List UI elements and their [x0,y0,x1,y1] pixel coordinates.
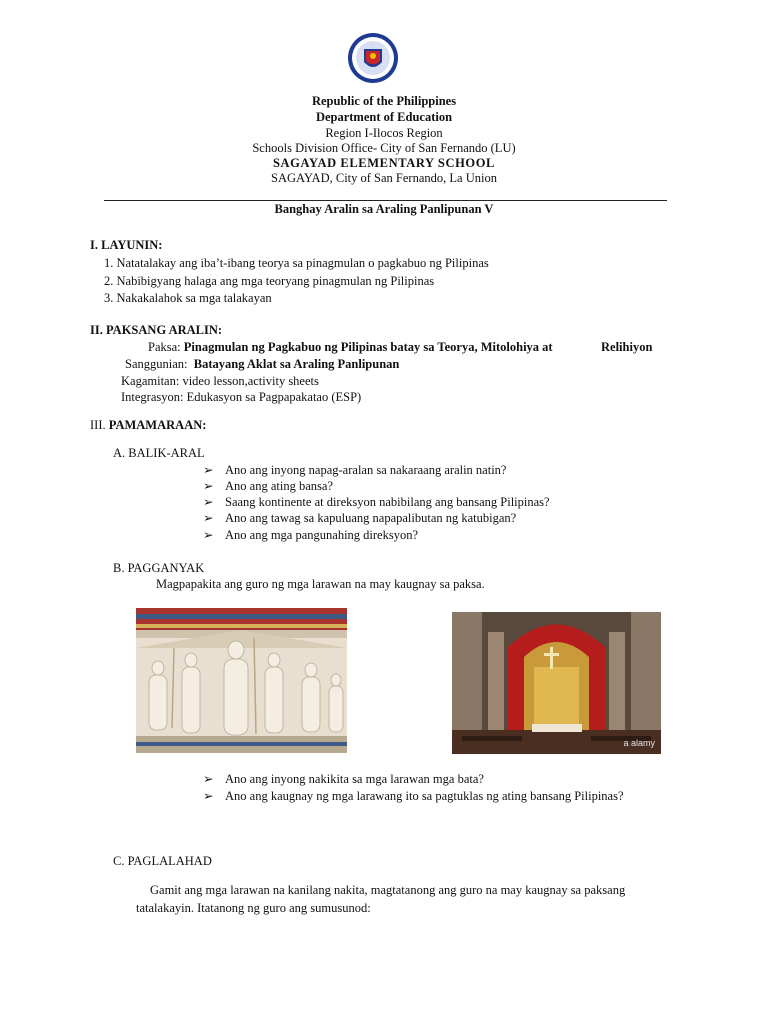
sanggunian-label: Sanggunian: [125,357,188,371]
section-layunin-heading: I. LAYUNIN: [90,238,163,252]
header-address: SAGAYAD, City of San Fernando, La Union [271,171,497,185]
bullet-arrow-icon: ➢ [203,463,214,477]
header-division: Schools Division Office- City of San Fernando (LU) [252,141,516,155]
bullet-arrow-icon: ➢ [203,511,214,525]
list-item: ➢ Ano ang tawag sa kapuluang napapalibutan ng katubigan? [203,511,517,525]
paksa-value-end: Relihiyon [601,340,653,354]
sanggunian-row [125,357,399,372]
section-pamamaraan-heading [90,418,206,433]
header-department: Department of Education [315,110,453,124]
list-item: ➢ Ano ang inyong napag-aralan sa nakaraang aralin natin? [203,463,507,477]
church-altar-image [452,612,661,754]
paksa-value: Pinagmulan ng Pagkabuo ng Pilipinas batay sa Teorya, Mitolohiya at [183,340,553,354]
list-item: ➢ Ano ang inyong nakikita sa mga larawan mga bata? [203,772,484,786]
alamy-watermark: a alamy [623,738,655,748]
bullet-arrow-icon: ➢ [203,772,214,786]
list-item: ➢ Saang kontinente at direksyon nabibilang ang bansang Pilipinas? [203,495,550,509]
paksa-row [148,340,553,355]
church-altar-photo [452,612,661,754]
balik-aral-label: A. BALIK-ARAL [113,446,205,460]
layunin-item-1: 1. Natatalakay ang iba’t-ibang teorya sa pinagmulan o pagkabuo ng Pilipinas [104,256,489,270]
header-republic: Republic of the Philippines [311,94,457,108]
bullet-arrow-icon: ➢ [203,528,214,542]
paglalahad-line-1: Gamit ang mga larawan na kanilang nakita, magtatanong ang guro na may kaugnay sa paksang [150,883,626,897]
list-item: ➢ Ano ang mga pangunahing direksyon? [203,528,419,542]
sanggunian-value: Batayang Aklat sa Araling Panlipunan [193,357,400,371]
header-school: SAGAYAD ELEMENTARY SCHOOL [272,156,495,170]
deped-seal-icon [347,32,399,84]
greek-sculpture-photo [136,608,347,753]
page-title: Banghay Aralin sa Araling Panlipunan V [274,202,494,216]
pagganyak-label: B. PAGGANYAK [113,561,205,575]
greek-sculpture-image [136,608,347,753]
header-region: Region I-Ilocos Region [325,126,443,140]
paglalahad-label: C. PAGLALAHAD [113,854,212,868]
list-item: ➢ Ano ang ating bansa? [203,479,333,493]
paglalahad-line-2: tatalakayin. Itatanong ng guro ang sumusunod: [136,901,371,915]
bullet-arrow-icon: ➢ [203,479,214,493]
pamamaraan-number: III. [90,418,106,432]
header-divider [104,200,667,201]
pamamaraan-title: PAMAMARAAN: [108,418,207,432]
integrasyon-text: Integrasyon: Edukasyon sa Pagpapakatao (ESP) [121,390,362,404]
kagamitan-text: Kagamitan: video lesson,activity sheets [121,374,319,388]
paksa-label: Paksa: [148,340,181,354]
layunin-item-2: 2. Nabibigyang halaga ang mga teoryang pinagmulan ng Pilipinas [104,274,435,288]
pagganyak-text: Magpapakita ang guro ng mga larawan na may kaugnay sa paksa. [156,577,485,591]
section-paksang-aralin-heading: II. PAKSANG ARALIN: [90,323,223,337]
bullet-arrow-icon: ➢ [203,495,214,509]
layunin-item-3: 3. Nakakalahok sa mga talakayan [104,291,272,305]
bullet-arrow-icon: ➢ [203,789,214,803]
list-item: ➢ Ano ang kaugnay ng mga larawang ito sa pagtuklas ng ating bansang Pilipinas? [203,789,624,803]
